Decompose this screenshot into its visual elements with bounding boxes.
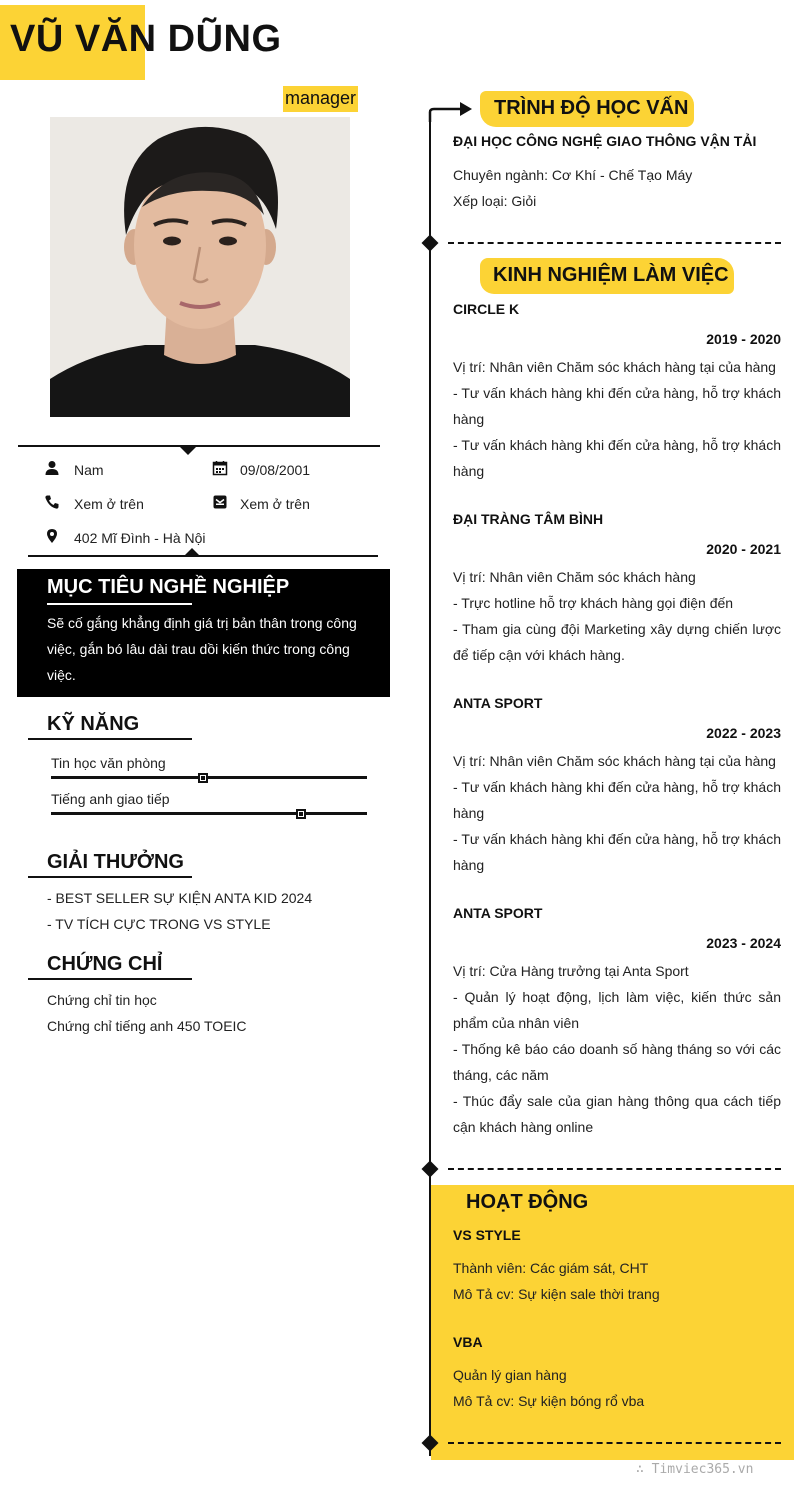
activity-line: Thành viên: Các giám sát, CHT (453, 1260, 649, 1276)
major: Chuyên ngành: Cơ Khí - Chế Tạo Máy (453, 167, 693, 183)
profile-photo (50, 117, 350, 417)
skill-name: Tiếng anh giao tiếp (51, 791, 170, 807)
rank: Xếp loại: Giỏi (453, 193, 537, 209)
section-title: MỤC TIÊU NGHỀ NGHIỆP (47, 576, 290, 598)
phone-value: Xem ở trên (74, 496, 144, 512)
contact-top-divider (18, 445, 380, 447)
timeline-diamond (422, 1161, 439, 1178)
objective-line: việc. (47, 667, 76, 683)
job-line: - Thống kê báo cáo doanh số hàng tháng so với các tháng, các năm (453, 1041, 781, 1083)
school-name: ĐẠI HỌC CÔNG NGHỆ GIAO THÔNG VẬN TẢI (453, 133, 757, 149)
contact-bottom-divider (28, 555, 378, 557)
job-line: Vị trí: Nhân viên Chăm sóc khách hàng tại của hàng (453, 753, 776, 769)
job-details (453, 354, 781, 484)
career-objective-section (17, 569, 390, 697)
dashed-divider (448, 1442, 781, 1444)
skill-level-track (51, 776, 367, 779)
activity-line: Mô Tả cv: Sự kiện bóng rổ vba (453, 1393, 645, 1409)
objective-line: việc, gắn bó lâu dài trau dồi kiến thức trong công (47, 641, 350, 657)
activity-line: Mô Tả cv: Sự kiện sale thời trang (453, 1286, 660, 1302)
skills-title: KỸ NĂNG (47, 713, 140, 735)
job-details (453, 564, 781, 668)
birthday-value: 09/08/2001 (240, 462, 311, 478)
timeline-diamond (422, 235, 439, 252)
address-value: 402 Mĩ Đình - Hà Nội (74, 530, 206, 546)
job-line: Vị trí: Nhân viên Chăm sóc khách hàng (453, 569, 696, 585)
user-icon (44, 460, 62, 478)
job-company: ĐẠI TRÀNG TÂM BÌNH (453, 511, 604, 527)
skill-level-track (51, 812, 367, 815)
job-details (453, 958, 781, 1140)
award-item: - BEST SELLER SỰ KIỆN ANTA KID 2024 (47, 890, 313, 906)
watermark: ∴ Timviec365.vn (636, 1462, 754, 1477)
objective-line: Sẽ cố gắng khẳng định giá trị bản thân trong công (47, 615, 357, 631)
job-line: - Tư vấn khách hàng khi đến cửa hàng, hỗ trợ khách hàng (453, 437, 781, 479)
skill-level-knob (296, 809, 306, 819)
dashed-divider (448, 1168, 781, 1170)
dashed-divider (448, 242, 781, 244)
email-icon (212, 494, 230, 512)
arrow-right-icon (428, 98, 474, 122)
person-photo-icon (50, 117, 350, 417)
email-value: Xem ở trên (240, 496, 310, 512)
activity-name: VS STYLE (453, 1227, 521, 1243)
job-line: - Tư vấn khách hàng khi đến cửa hàng, hỗ trợ khách hàng (453, 779, 781, 821)
job-line: - Tham gia cùng đội Marketing xây dựng chiến lược để tiếp cận với khách hàng. (453, 621, 781, 663)
phone-icon (44, 494, 62, 512)
location-pin-icon (44, 528, 62, 546)
section-underline (47, 603, 192, 605)
experience-title: KINH NGHIỆM LÀM VIỆC (493, 264, 729, 286)
job-line: - Quản lý hoạt động, lịch làm việc, kiến thức sản phẩm của nhân viên (453, 989, 781, 1031)
objective-text (47, 610, 367, 688)
awards-underline (28, 876, 192, 878)
awards-title: GIẢI THƯỞNG (47, 851, 184, 873)
candidate-name: VŨ VĂN DŨNG (10, 18, 282, 60)
certificates-title: CHỨNG CHỈ (47, 953, 163, 975)
skill-level-knob (198, 773, 208, 783)
job-period: 2019 - 2020 (706, 331, 781, 347)
position-label: manager (283, 86, 358, 112)
skills-underline (28, 738, 192, 740)
job-period: 2023 - 2024 (706, 935, 781, 951)
certificate-item: Chứng chỉ tiếng anh 450 TOEIC (47, 1018, 247, 1034)
calendar-icon (212, 460, 230, 478)
certificate-item: Chứng chỉ tin học (47, 992, 157, 1008)
job-period: 2022 - 2023 (706, 725, 781, 741)
job-company: CIRCLE K (453, 301, 520, 317)
activities-title: HOẠT ĐỘNG (466, 1191, 589, 1213)
job-line: - Tư vấn khách hàng khi đến cửa hàng, hỗ trợ khách hàng (453, 831, 781, 873)
job-line: Vị trí: Cửa Hàng trưởng tại Anta Sport (453, 963, 689, 979)
job-period: 2020 - 2021 (706, 541, 781, 557)
timeline-line (429, 110, 431, 1456)
job-line: - Thúc đẩy sale của gian hàng thông qua cách tiếp cận khách hàng online (453, 1093, 781, 1135)
education-title: TRÌNH ĐỘ HỌC VẤN (494, 97, 689, 119)
job-line: Vị trí: Nhân viên Chăm sóc khách hàng tại của hàng (453, 359, 776, 375)
job-company: ANTA SPORT (453, 695, 543, 711)
contact-top-marker (180, 447, 196, 455)
activity-line: Quản lý gian hàng (453, 1367, 567, 1383)
skill-name: Tin học văn phòng (51, 755, 166, 771)
award-item: - TV TÍCH CỰC TRONG VS STYLE (47, 916, 271, 932)
activity-name: VBA (453, 1334, 483, 1350)
gender-value: Nam (74, 462, 104, 478)
job-company: ANTA SPORT (453, 905, 543, 921)
certificates-underline (28, 978, 192, 980)
job-line: - Trực hotline hỗ trợ khách hàng gọi điện đến (453, 595, 734, 611)
job-details (453, 748, 781, 878)
job-line: - Tư vấn khách hàng khi đến cửa hàng, hỗ trợ khách hàng (453, 385, 781, 427)
